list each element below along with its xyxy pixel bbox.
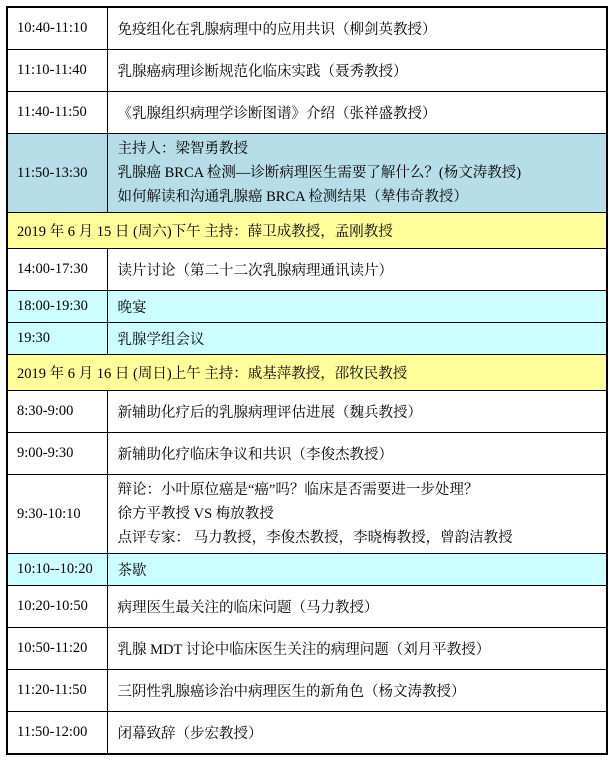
session-cell: [107, 433, 607, 475]
session-cell: [107, 50, 607, 92]
session-cell: [107, 670, 607, 712]
session-cell: [107, 628, 607, 670]
session-cell: [107, 586, 607, 628]
time-cell: 11:10-11:40: [7, 50, 107, 92]
time-cell: 11:40-11:50: [7, 92, 107, 134]
time-cell: 10:50-11:20: [7, 628, 107, 670]
session-row: [7, 50, 607, 92]
session-row: [7, 7, 607, 50]
time-cell: 9:30-10:10: [7, 475, 107, 554]
session-cell: [107, 249, 607, 291]
time-cell: 10:40-11:10: [7, 7, 107, 50]
session-line: 晚宴: [117, 300, 147, 316]
session-row: [7, 249, 607, 291]
session-line: 乳腺 MDT 讨论中临床医生关注的病理问题（刘月平教授）: [117, 642, 491, 658]
session-row: [7, 323, 607, 355]
session-line: 读片讨论（第二十二次乳腺病理通讯读片）: [117, 263, 393, 279]
date-header-row: [7, 355, 607, 391]
session-line: 免疫组化在乳腺病理中的应用共识（柳剑英教授）: [117, 22, 437, 38]
session-cell: [107, 92, 607, 134]
schedule-table-body: [7, 7, 607, 754]
session-row: [7, 586, 607, 628]
session-line: 乳腺学组会议: [117, 332, 205, 348]
time-cell: 9:00-9:30: [7, 433, 107, 475]
session-line: 乳腺癌 BRCA 检测—诊断病理医生需要了解什么？(杨文涛教授): [117, 165, 522, 181]
session-line: 乳腺癌病理诊断规范化临床实践（聂秀教授）: [117, 64, 408, 80]
session-row: [7, 291, 607, 323]
session-line: 新辅助化疗临床争议和共识（李俊杰教授）: [117, 447, 393, 463]
session-line: 如何解读和沟通乳腺癌 BRCA 检测结果（辇伟奇教授）: [117, 189, 468, 205]
session-line: 病理医生最关注的临床问题（马力教授）: [117, 600, 379, 616]
session-cell: [107, 7, 607, 50]
date-header-cell: 2019 年 6 月 15 日 (周六)下午 主持：薛卫成教授，孟刚教授: [7, 213, 607, 249]
session-line: 茶歇: [117, 563, 147, 579]
session-row: [7, 134, 607, 213]
session-row: [7, 433, 607, 475]
session-row: [7, 475, 607, 554]
time-cell: 18:00-19:30: [7, 291, 107, 323]
session-cell: [107, 712, 607, 755]
session-row: [7, 92, 607, 134]
date-header-cell: 2019 年 6 月 16 日 (周日)上午 主持：戚基萍教授，邵牧民教授: [7, 355, 607, 391]
session-row: [7, 554, 607, 586]
time-cell: 10:20-10:50: [7, 586, 107, 628]
session-cell: [107, 323, 607, 355]
session-cell: [107, 134, 607, 213]
date-header-row: [7, 213, 607, 249]
session-row: [7, 391, 607, 433]
session-row: [7, 670, 607, 712]
time-cell: 10:10--10:20: [7, 554, 107, 586]
session-line: 《乳腺组织病理学诊断图谱》介绍（张祥盛教授）: [117, 106, 437, 122]
time-cell: 19:30: [7, 323, 107, 355]
session-row: [7, 628, 607, 670]
session-line: 三阴性乳腺癌诊治中病理医生的新角色（杨文涛教授）: [117, 684, 466, 700]
session-line: 点评专家： 马力教授，李俊杰教授，李晓梅教授，曾韵洁教授: [117, 530, 513, 546]
session-line: 主持人：梁智勇教授: [117, 141, 248, 157]
session-cell: [107, 391, 607, 433]
session-line: 徐方平教授 VS 梅放教授: [117, 506, 274, 522]
time-cell: 11:50-13:30: [7, 134, 107, 213]
session-cell: [107, 475, 607, 554]
time-cell: 11:50-12:00: [7, 712, 107, 755]
session-row: [7, 712, 607, 755]
session-cell: [107, 291, 607, 323]
schedule-table: [6, 6, 608, 755]
time-cell: 8:30-9:00: [7, 391, 107, 433]
session-line: 新辅助化疗后的乳腺病理评估进展（魏兵教授）: [117, 405, 422, 421]
session-line: 辩论：小叶原位癌是“癌”吗？临床是否需要进一步处理？: [117, 482, 479, 498]
session-cell: [107, 554, 607, 586]
time-cell: 11:20-11:50: [7, 670, 107, 712]
time-cell: 14:00-17:30: [7, 249, 107, 291]
session-line: 闭幕致辞（步宏教授）: [117, 726, 263, 742]
